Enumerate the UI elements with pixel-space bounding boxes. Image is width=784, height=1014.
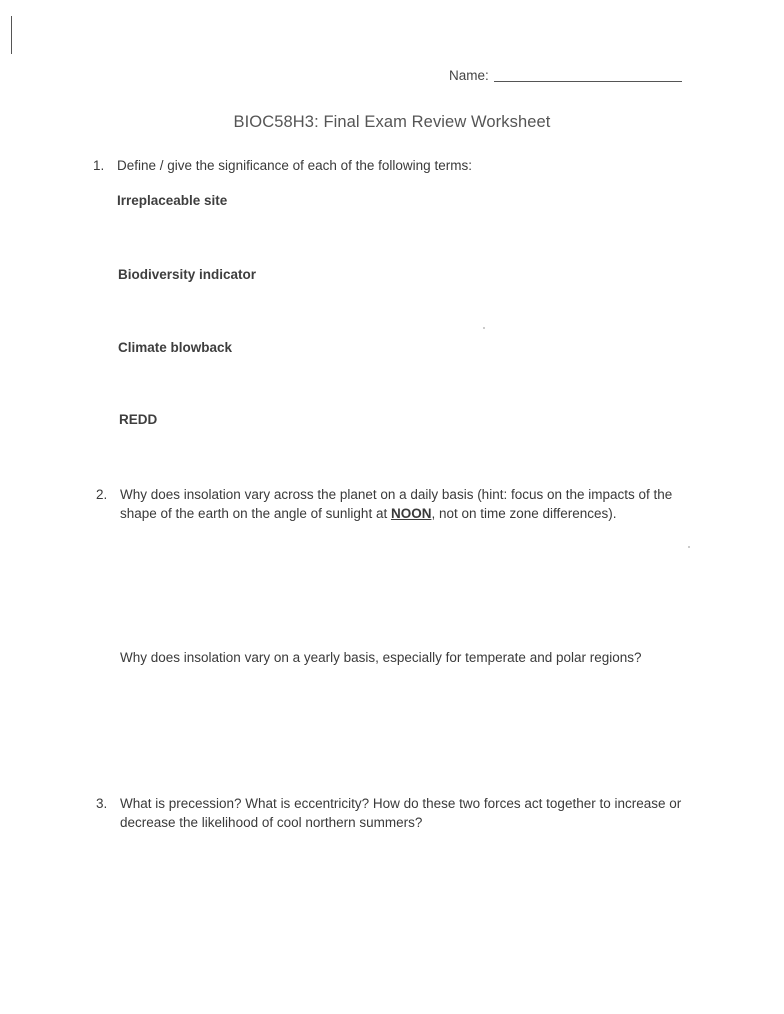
term-biodiversity-indicator: Biodiversity indicator bbox=[118, 267, 257, 282]
scan-speck bbox=[483, 327, 485, 329]
name-blank-line bbox=[494, 69, 682, 82]
question-2-text-part1: Why does insolation vary across the planet on a daily basis (hint: focus on the impacts of the shape of the earth on the angle of sunlight at bbox=[120, 487, 673, 521]
term-climate-blowback: Climate blowback bbox=[118, 340, 233, 355]
question-2-text-part2: , not on time zone differences). bbox=[431, 506, 617, 521]
question-3-number: 3. bbox=[96, 796, 108, 811]
question-2-followup: Why does insolation vary on a yearly basis, especially for temperate and polar regions? bbox=[120, 650, 642, 665]
question-2 bbox=[96, 485, 695, 523]
question-2-emphasis: NOON bbox=[390, 506, 432, 521]
question-3-text: What is precession? What is eccentricity? How do these two forces act together to increase or decrease the likelihood of cool northern summers? bbox=[120, 796, 682, 830]
question-1 bbox=[93, 156, 717, 175]
question-1-text: Define / give the significance of each of the following terms: bbox=[117, 158, 472, 173]
scan-mark bbox=[11, 16, 12, 54]
name-label: Name: bbox=[449, 68, 489, 83]
question-1-number: 1. bbox=[93, 158, 105, 173]
worksheet-title: BIOC58H3: Final Exam Review Worksheet bbox=[233, 113, 551, 131]
scan-speck bbox=[688, 546, 690, 548]
name-field bbox=[449, 68, 682, 83]
question-3 bbox=[96, 794, 692, 832]
term-irreplaceable-site: Irreplaceable site bbox=[117, 193, 228, 208]
question-2-number: 2. bbox=[96, 487, 108, 502]
term-redd: REDD bbox=[119, 412, 158, 427]
